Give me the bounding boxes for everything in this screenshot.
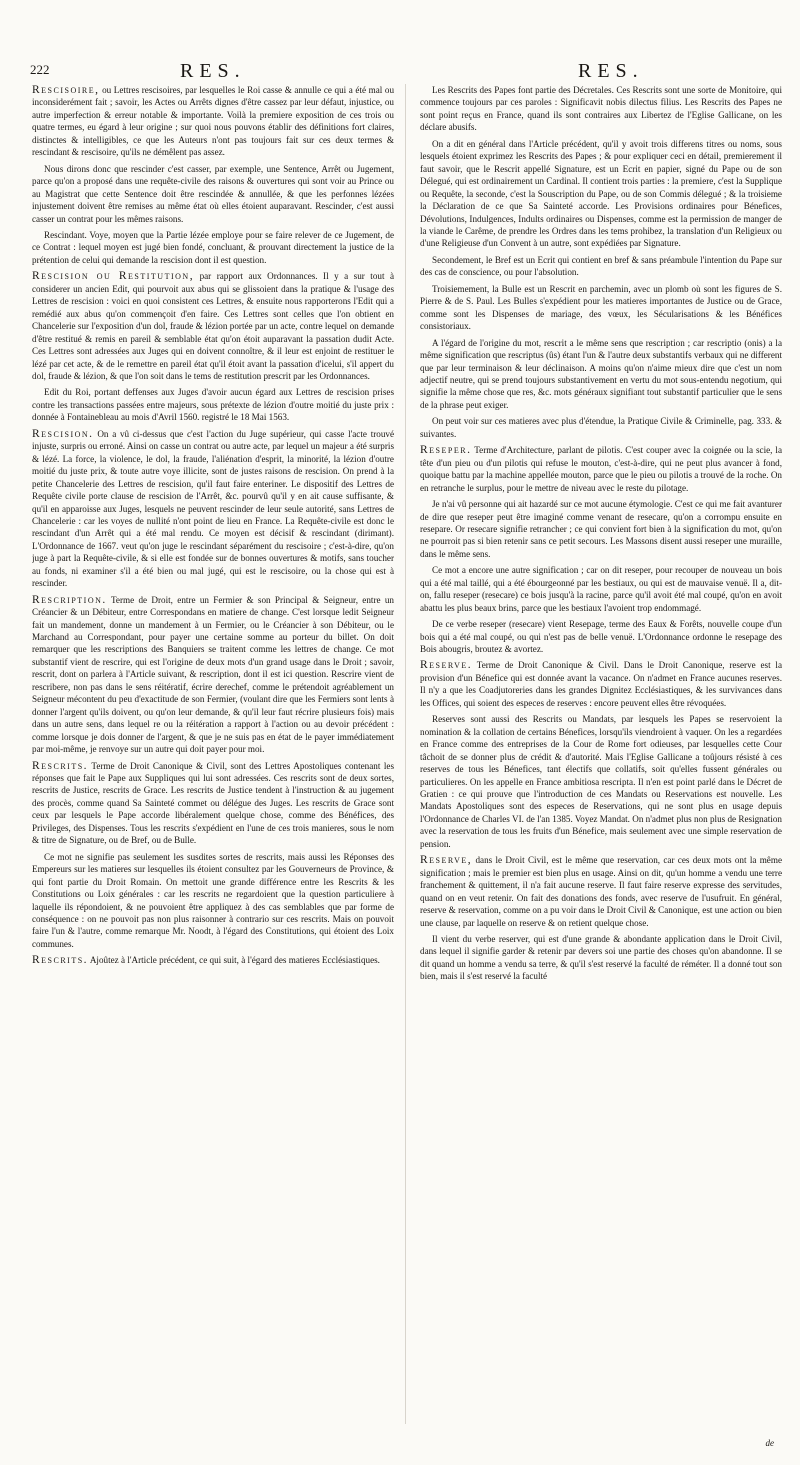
- paragraph: Secondement, le Bref est un Ecrit qui contient en bref & sans préambule l'intention du Pape sur des cas de conscience, ou pour l'absolution.: [420, 254, 782, 278]
- dictionary-entry: [32, 84, 394, 159]
- paragraph: Rescindant. Voye, moyen que la Partie lézée employe pour se faire relever de ce Jugement, de ce Contrat : lequel moyen est jugé bien fondé, concluant, & prouvant directement la justice de la prétention de celui qui demande la rescision dont il est question.: [32, 229, 394, 265]
- entry-text: Terme de Droit Canonique & Civil. Dans le Droit Canonique, reserve est la provision d'un Bénefice qui est donnée avant la vacance. On n'admet en France aucunes reserves. Il n'y a que les Coadjutoreries dans les grandes Dignitez Ecclésiastiques, & les survivances dans les Offices, qui soient des especes de reserves : encore peuvent elles être révoquées.: [420, 660, 782, 708]
- running-head-left: RES.: [180, 60, 246, 82]
- dictionary-entry: [32, 954, 394, 966]
- column-divider: [405, 84, 406, 1424]
- catchword: de: [765, 1438, 774, 1448]
- paragraph: Les Rescrits des Papes font partie des Décretales. Ces Rescrits sont une sorte de Monitoire, qui commence toujours par ces paroles : Significavit nobis dilectus filius. Les Rescrits des Papes ne sont point reçus en France, quand ils sont contraires aux Libertez de l'Eglise Gallicane, on les déclare abusifs.: [420, 85, 782, 133]
- paragraph: De ce verbe reseper (resecare) vient Resepage, terme des Eaux & Forêts, nouvelle coupe d'un bois qui a été mal coupé, ou qui n'est pas de belle venuë. L'Ordonnance ordonne le resepage des Bois abougris, broutez & avortez.: [420, 619, 782, 655]
- entry-text: Ajoûtez à l'Article précédent, ce qui suit, à l'égard des matieres Ecclésiastiques.: [89, 955, 380, 966]
- entry-text: ou Lettres rescisoires, par lesquelles le Roi casse & annulle ce qui a été mal ou inconsiderément fait ; savoir, les Actes ou Arrêts dignes d'être cassez par leur défaut, injustice, ou autre imperfection & erreur notable & importante. Voilà la premiere exposition de ces trois ou quatre termes, eu égard à leur origine ; sur quoi nous pouvons établir des définitions fort claires, distinctes & intelligibles, ce que les Auteurs n'ont pas toujours fait sur ces deux termes & rescindant & rescisoire, qu'ils ne démêlent pas assez.: [32, 85, 394, 158]
- paragraph: Edit du Roi, portant deffenses aux Juges d'avoir aucun égard aux Lettres de rescision prises contre les transactions passées entre majeurs, sous prétexte de lézion d'outre moitié du juste prix : donnée à Fontainebleau au mois d'Avril 1560. registré le 18 Mai 1563.: [32, 387, 394, 423]
- dictionary-entry: [32, 428, 394, 590]
- page-number: 222: [30, 62, 50, 77]
- right-column: [420, 84, 782, 1439]
- running-head-right: RES.: [578, 60, 644, 82]
- entry-headword: Rescision ou Restitution,: [32, 270, 195, 283]
- dictionary-entry: [420, 854, 782, 929]
- paragraph: Il vient du verbe reserver, qui est d'une grande & abondante application dans le Droit Civil, dans lequel il signifie garder & retenir par devers soi une partie des choses qu'on abandonne. Il se dit quand un homme a vendu sa terre, & qu'il s'est reservé la faculté de réméter. Il a donné tout son bien, mais il s'est reservé la faculté: [420, 934, 782, 982]
- entry-text: Terme de Droit Canonique & Civil, sont des Lettres Apostoliques contenant les réponses que fait le Pape aux Suppliques qui lui sont adressées. Ces rescrits sont de deux sortes, rescrits de Justice, rescrits de Grace. Les rescrits de Justice tendent à l'instruction & au jugement des procès, comme quand Sa Sainteté commet ou délégue des Juges. Les rescrits de Grace sont ceux par lesquels le Pape accorde libéralement quelque chose, comme des Bénéfices, des Privileges, des Dispenses. Tous les rescrits s'expédient en l'une de ces trois manieres, sous le nom & titre de Signature, ou de Bref, ou de Bulle.: [32, 760, 394, 846]
- entry-headword: Rescrits.: [32, 954, 89, 967]
- dictionary-entry: [420, 444, 782, 494]
- dictionary-entry: [32, 270, 394, 382]
- entry-headword: Rescision.: [32, 427, 94, 440]
- paragraph: Troisiemement, la Bulle est un Rescrit en parchemin, avec un plomb où sont les figures de S. Pierre & de S. Paul. Les Bulles s'expédient pour les matieres importantes de Justice ou de Grace, comme sont les Dispenses de mariage, des vœux, les Sécularisations & les Bénéfices consistoriaux.: [420, 283, 782, 332]
- entry-headword: Reserve,: [420, 854, 473, 867]
- entry-headword: Reseper.: [420, 444, 472, 457]
- paragraph: Ce mot ne signifie pas seulement les susdites sortes de rescrits, mais aussi les Réponses des Empereurs sur les matieres sur lesquelles ils étoient consultez par les Gouverneurs de Province, & qui font partie du Droit Romain. On mettoit une grande différence entre les Rescrits & les Constitutions ou Loix générales : car les rescrits ne regardoient que la question particuliere à laquelle ils répondoient, & ne pouvoient être appliquez à des cas semblables que par forme de conséquence : on ne pouvoit pas non plus raisonner à contrario sur ces rescrits. Mais on pouvoit faire l'un & l'autre, comme remarque Mr. Noodt, à l'égard des Constitutions, qui étoient des Loix communes.: [32, 851, 394, 949]
- paragraph: Ce mot a encore une autre signification ; car on dit reseper, pour recouper de nouveau un bois qui a été mal taillé, qui a été ébourgeonné par les bestiaux, ou qui est de mauvaise venuë. Il a, dit-on, fallu reseper (resecare) ce bois jusqu'à la racine, parce qu'il avoit été mal coupé, qu'on en avoit abattu les plus beaux brins, parce que les bestiaux l'avoient trop endommagé.: [420, 565, 782, 613]
- paragraph: Je n'ai vû personne qui ait hazardé sur ce mot aucune étymologie. C'est ce qui me fait avanturer de dire que reseper peut être imaginé comme venant de resecare, qu'on a corrompu ensuite en resepare. Or resecare signifie retrancher ; ce qui convient fort bien à la signification du mot, qu'on ne pourroit pas si bien retenir sans ce petit secours. Les Massons disent aussi reseper une muraille, dans le même sens.: [420, 499, 782, 559]
- entry-text: Terme de Droit, entre un Fermier & son Principal & Seigneur, entre un Créancier & un Débiteur, entre Correspondans en matiere de change. C'est lorsque ledit Seigneur fait un mandement, donne un mandement à un Fermier, ou le Créancier à son Débiteur, ou le Marchand au Correspondant, pour payer une certaine somme au porteur du billet. On doit remarquer que les rescriptions des Banquiers se traitent comme les lettres de change. Ce mot substantif vient de rescrire, qui est l'origine de deux mots d'un grand usage dans le Droit ; savoir, rescrit, dont on parlera à l'Article suivant, & rescription, dont il est ici question. Rescrire vient de rescribere, non pas dans le sens réitératif, écrire derechef, comme le prétendoit agréablement un Seigneur mécontent du peu d'exactitude de son Fermier, (voulant dire que les Fermiers sont lents à donner l'argent qu'ils doivent, ou qu'on leur demande, & qu'il leur faut récrire plusieurs fois) mais dans un autre sens, dans lequel re ou la réitération a rapport à l'action ou au devoir précédent : comme lorsque je dois donner de l'argent, & que je ne suis pas en état de le payer immédiatement par moi-même, je renvoye sur un autre qui doit payer pour moi.: [32, 594, 394, 755]
- page-header: [30, 62, 776, 86]
- entry-headword: Rescisoire,: [32, 84, 100, 96]
- entry-headword: Rescrits.: [32, 759, 89, 772]
- entry-text: dans le Droit Civil, est le même que reservation, car ces deux mots ont la même signification ; mais le premier est bien plus en usage. Ainsi on dit, qu'un homme a vendu une terre franchement & quittement, il n'a fait aucune reserve. Il faut faire reserve expresse des servitudes, quand on en veut retenir. On fait des donations des fonds, avec reserve de l'usufruit. En général, reserve & reservation, comme on a pu voir dans le Droit Civil & Canonique, est une action ou bien une clause, par laquelle on reserve & on retient quelque chose.: [420, 855, 782, 928]
- paragraph: Nous dirons donc que rescinder c'est casser, par exemple, une Sentence, Arrêt ou Jugement, parce qu'on a proposé dans une requête-civile des raisons & ouvertures qui sont voir au Prince ou au Magistrat que cette Sentence doit être rescindée & annullée, & que les perfonnes lézées injustement doivent être remises au même état où elles étoient auparavant. Rescinder, c'est aussi casser un contrat pour les mêmes raisons.: [32, 163, 394, 224]
- paragraph: On peut voir sur ces matieres avec plus d'étendue, la Pratique Civile & Criminelle, pag. 333. & suivantes.: [420, 416, 782, 439]
- dictionary-entry: [32, 594, 394, 756]
- dictionary-entry: [420, 659, 782, 709]
- entry-headword: Rescription.: [32, 593, 107, 606]
- entry-text: Terme d'Architecture, parlant de pilotis. C'est couper avec la coignée ou la scie, la tête d'un pieu ou d'un pilotis qui refuse le mouton, c'est-à-dire, qui ne peut plus avancer à fond, quoique battu par la machine appellée mouton, parce que le pieu ou pilotis a trouvé de la roche. On en retranche le surplus, pour le mettre de niveau avec le reste du pilotage.: [420, 445, 782, 493]
- entry-text: par rapport aux Ordonnances. Il y a sur tout à considerer un ancien Edit, qui pourvoit aux abus qui se glissoient dans la pratique & l'usage des Lettres de rescision : voici en quoi consistent ces Lettres, & ensuite nous rapporterons l'Edit qui a remédié aux abus qu'on commençoit d'en faire. Ces Lettres sont celles que l'on obtient en Chancelerie sur l'exposition d'un dol, fraude & lézion portée par un acte, contre lequel on demande d'être restitué & remis en pareil & semblable état qu'on étoit auparavant la passation dudit Acte. Ces Lettres sont adressées aux Juges qui en doivent connoître, & il leur est enjoint de restituer le lézé par cet acte, & de le remettre en pareil état qu'il étoit avant la passation d'icelui, s'il appert du dol, fraude & lézion, & que l'on soit dans le tems de restitution prescrit par les Ordonnances.: [32, 271, 394, 381]
- dictionary-entry: [32, 760, 394, 847]
- left-column: [32, 84, 394, 1439]
- entry-headword: Reserve.: [420, 659, 473, 672]
- paragraph: A l'égard de l'origine du mot, rescrit a le même sens que rescription ; car rescriptio (onis) a la même signification que rescriptus (ûs) étant l'un & l'autre deux substantifs verbaux qui ne different que par leur terminaison & leur déclinaison. A moins qu'on n'aime mieux dire que c'est un nom adjectif neutre, qui se prend toujours substantivement en vertu du mot sous-entendu negotium, qui signifie la même chose que res, &c. mots généraux signifiant tout substantif particulier que le sens de la phrase peut exiger.: [420, 337, 782, 410]
- paragraph: Reserves sont aussi des Rescrits ou Mandats, par lesquels les Papes se reservoient la nomination & la collation de certains Bénefices, lorsqu'ils viendroient à vaquer. On les a regardées en France comme des entreprises de la Cour de Rome fort odieuses, par lesquelles cette Cour tâchoit de se donner plus de crédit & d'autorité. Mais l'Eglise Gallicane a toûjours résisté à ces reserves de tous les Bénefices, tant électifs que collatifs, soit qu'elles fussent générales ou particulieres. On les appelle en France ambitiosa rescripta. Il n'en est point parlé dans le Décret de Gratien : ce qui prouve que l'introduction de ces Mandats ou Reservations est nouvelle. Les Mandats Apostoliques sont des especes de Reservations, qui ne sont plus en usage depuis l'Ordonnance de Charles VI. de l'an 1385. Voyez Mandat. On n'admet plus non plus de Resignation avec la reservation de tous les fruits d'un Bénefice, mais seulement avec une simple reservation de pension.: [420, 714, 782, 849]
- entry-text: On a vû ci-dessus que c'est l'action du Juge supérieur, qui casse l'acte trouvé injuste, surpris ou erroné. Ainsi on casse un contrat ou autre acte, par lequel un majeur a été surpris & lézé. La force, la violence, le dol, la fraude, l'aliénation d'esprit, la minorité, la lézion d'outre moitié du juste prix, & toute autre voye illicite, sont de justes raisons de rescision. On prend à la petite Chancelerie des Lettres de rescision, qu'il faut faire enteriner. Le dispositif des Lettres de Requête civile porte clause de rescision de l'Arrêt, &c. pourvû qu'il y en ait cause suffisante, & qu'il en apparoisse aux Juges, lesquels ne peuvent rescinder de leur seule autorité, sans Lettres de Chancelerie : car les voyes de nullité n'ont point de lieu en France. La Requête-civile est donc le rescindant d'un Arrêt qui a été mal rendu. Ce moyen est décisif & rescindant (dirimant). L'Ordonnance de 1667. veut qu'on juge le rescindant séparément du rescisoire ; c'est-à-dire, qu'on juge à part la Requête-civile, & si elle est fondée sur de bonnes ouvertures & motifs, sans toucher au fonds, ni examiner s'il a été bien ou mal jugé, qui est le rescisoire, ou la chose qui est à rescinder.: [32, 428, 394, 589]
- paragraph: On a dit en général dans l'Article précédent, qu'il y avoit trois differens titres ou noms, sous lesquels étoient exprimez les Rescrits des Papes ; & pour expliquer ceci en détail, premierement il faut savoir, que le Rescrit appellé Signature, est un Ecrit en papier, signé du Pape ou de son Délegué, qui est ordinairement un Cardinal. Il contient trois parties : la premiere, c'est la Supplique ou Requête, la seconde, c'est la Souscription du Pape, ou de son Commis délegué ; & la troisieme la Déclaration de ce que Sa Sainteté accorde. Les Provisions ordinaires pour Bénefices, Dévolutions, Indulgences, Indults ordinaires ou Dispenses, comme est la permission de manger de la viande le Carême, de prendre les Ordres dans les tems prohibez, la translation d'un Religieux ou d'une Religieuse d'un Convent à un autre, sont expédiées par Signature.: [420, 138, 782, 249]
